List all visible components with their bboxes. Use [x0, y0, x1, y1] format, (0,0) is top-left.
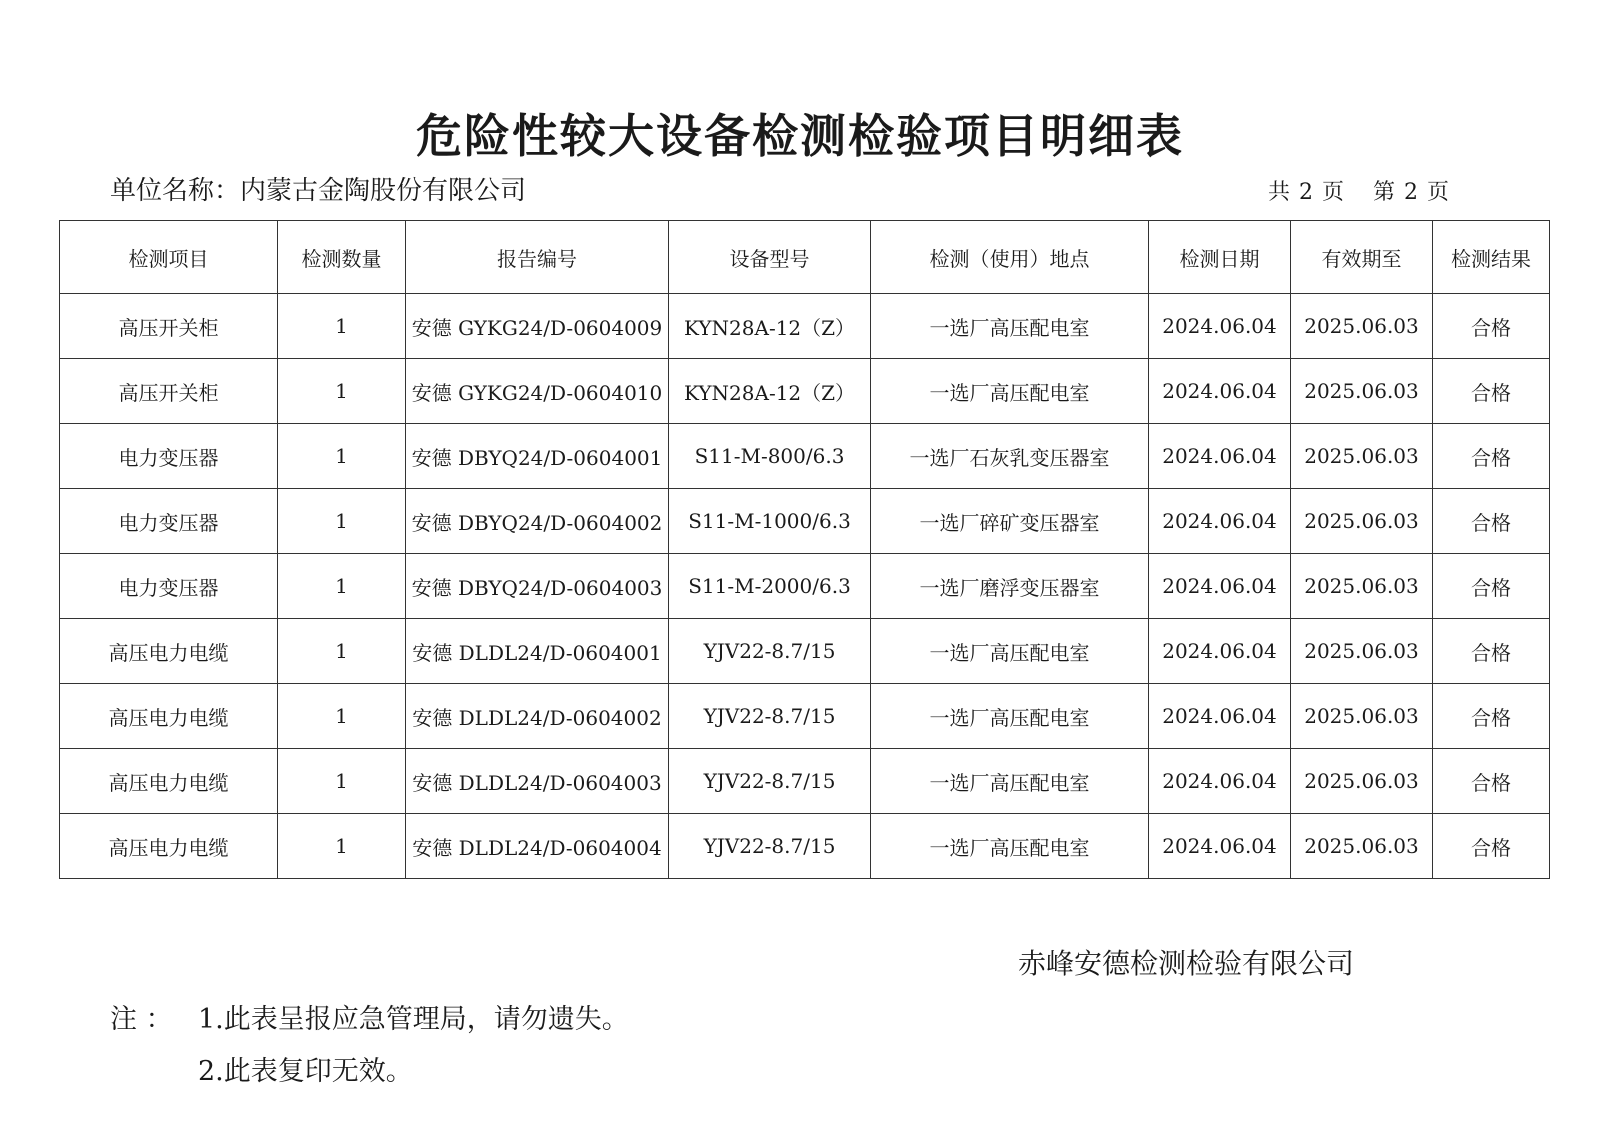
cell-report-number: 安德 DLDL24/D-0604001	[406, 619, 669, 684]
page-total: 共 2 页	[1268, 180, 1346, 205]
header-quantity: 检测数量	[278, 221, 406, 294]
cell-result: 合格	[1433, 749, 1550, 814]
cell-model: KYN28A-12（Z）	[669, 294, 871, 359]
cell-item: 高压电力电缆	[60, 684, 278, 749]
cell-valid-until: 2025.06.03	[1291, 684, 1433, 749]
inspection-table	[59, 220, 1550, 879]
cell-model: S11-M-1000/6.3	[669, 489, 871, 554]
cell-quantity: 1	[278, 749, 406, 814]
table-row	[60, 684, 1550, 749]
cell-location: 一选厂石灰乳变压器室	[871, 424, 1149, 489]
cell-model: YJV22-8.7/15	[669, 749, 871, 814]
cell-report-number: 安德 GYKG24/D-0604009	[406, 294, 669, 359]
cell-inspection-date: 2024.06.04	[1149, 359, 1291, 424]
table-row	[60, 424, 1550, 489]
cell-model: YJV22-8.7/15	[669, 814, 871, 879]
cell-item: 电力变压器	[60, 424, 278, 489]
header-location: 检测（使用）地点	[871, 221, 1149, 294]
cell-report-number: 安德 DLDL24/D-0604003	[406, 749, 669, 814]
header-model: 设备型号	[669, 221, 871, 294]
cell-model: S11-M-2000/6.3	[669, 554, 871, 619]
cell-inspection-date: 2024.06.04	[1149, 554, 1291, 619]
page-current: 第 2 页	[1373, 180, 1450, 205]
cell-result: 合格	[1433, 359, 1550, 424]
cell-report-number: 安德 DBYQ24/D-0604003	[406, 554, 669, 619]
header-valid-until: 有效期至	[1291, 221, 1433, 294]
cell-location: 一选厂高压配电室	[871, 619, 1149, 684]
cell-item: 高压开关柜	[60, 294, 278, 359]
table-row	[60, 619, 1550, 684]
cell-report-number: 安德 DBYQ24/D-0604002	[406, 489, 669, 554]
cell-model: KYN28A-12（Z）	[669, 359, 871, 424]
notes-label: 注 ：	[110, 1004, 173, 1035]
cell-inspection-date: 2024.06.04	[1149, 294, 1291, 359]
cell-model: S11-M-800/6.3	[669, 424, 871, 489]
table-header-row	[60, 221, 1550, 294]
cell-quantity: 1	[278, 619, 406, 684]
cell-inspection-date: 2024.06.04	[1149, 424, 1291, 489]
inspection-company: 赤峰安德检测检验有限公司	[1017, 947, 1354, 980]
cell-valid-until: 2025.06.03	[1291, 359, 1433, 424]
page-indicator	[1268, 175, 1450, 206]
cell-location: 一选厂高压配电室	[871, 814, 1149, 879]
note-row	[110, 1046, 629, 1098]
cell-result: 合格	[1433, 489, 1550, 554]
note-row	[110, 994, 629, 1046]
cell-inspection-date: 2024.06.04	[1149, 684, 1291, 749]
cell-result: 合格	[1433, 814, 1550, 879]
note-item: 2.此表复印无效。	[198, 1056, 413, 1087]
cell-inspection-date: 2024.06.04	[1149, 814, 1291, 879]
cell-valid-until: 2025.06.03	[1291, 814, 1433, 879]
header-item: 检测项目	[60, 221, 278, 294]
cell-inspection-date: 2024.06.04	[1149, 489, 1291, 554]
unit-name: 内蒙古金陶股份有限公司	[240, 176, 527, 206]
cell-result: 合格	[1433, 294, 1550, 359]
header-report-number: 报告编号	[406, 221, 669, 294]
cell-location: 一选厂高压配电室	[871, 294, 1149, 359]
table-row	[60, 554, 1550, 619]
cell-item: 高压电力电缆	[60, 814, 278, 879]
cell-quantity: 1	[278, 359, 406, 424]
notes	[110, 994, 629, 1098]
cell-quantity: 1	[278, 424, 406, 489]
cell-location: 一选厂磨浮变压器室	[871, 554, 1149, 619]
table-row	[60, 359, 1550, 424]
cell-item: 高压电力电缆	[60, 749, 278, 814]
cell-result: 合格	[1433, 424, 1550, 489]
header-inspection-date: 检测日期	[1149, 221, 1291, 294]
cell-model: YJV22-8.7/15	[669, 619, 871, 684]
cell-quantity: 1	[278, 489, 406, 554]
cell-result: 合格	[1433, 554, 1550, 619]
unit-label: 单位名称：	[110, 176, 241, 206]
cell-quantity: 1	[278, 684, 406, 749]
table-body	[60, 294, 1550, 879]
cell-valid-until: 2025.06.03	[1291, 294, 1433, 359]
cell-report-number: 安德 DLDL24/D-0604002	[406, 684, 669, 749]
cell-report-number: 安德 GYKG24/D-0604010	[406, 359, 669, 424]
cell-item: 高压电力电缆	[60, 619, 278, 684]
cell-location: 一选厂碎矿变压器室	[871, 489, 1149, 554]
cell-valid-until: 2025.06.03	[1291, 489, 1433, 554]
header-result: 检测结果	[1433, 221, 1550, 294]
cell-inspection-date: 2024.06.04	[1149, 619, 1291, 684]
cell-valid-until: 2025.06.03	[1291, 619, 1433, 684]
cell-valid-until: 2025.06.03	[1291, 749, 1433, 814]
table-row	[60, 294, 1550, 359]
cell-quantity: 1	[278, 294, 406, 359]
cell-location: 一选厂高压配电室	[871, 684, 1149, 749]
cell-model: YJV22-8.7/15	[669, 684, 871, 749]
cell-inspection-date: 2024.06.04	[1149, 749, 1291, 814]
cell-result: 合格	[1433, 684, 1550, 749]
table-row	[60, 814, 1550, 879]
table-row	[60, 749, 1550, 814]
cell-location: 一选厂高压配电室	[871, 359, 1149, 424]
cell-item: 电力变压器	[60, 489, 278, 554]
table-row	[60, 489, 1550, 554]
unit-line	[110, 170, 526, 207]
cell-result: 合格	[1433, 619, 1550, 684]
note-item: 1.此表呈报应急管理局，请勿遗失。	[198, 1004, 629, 1035]
cell-quantity: 1	[278, 814, 406, 879]
cell-report-number: 安德 DLDL24/D-0604004	[406, 814, 669, 879]
cell-item: 电力变压器	[60, 554, 278, 619]
cell-item: 高压开关柜	[60, 359, 278, 424]
cell-location: 一选厂高压配电室	[871, 749, 1149, 814]
cell-valid-until: 2025.06.03	[1291, 424, 1433, 489]
cell-quantity: 1	[278, 554, 406, 619]
cell-valid-until: 2025.06.03	[1291, 554, 1433, 619]
cell-report-number: 安德 DBYQ24/D-0604001	[406, 424, 669, 489]
document-title: 危险性较大设备检测检验项目明细表	[416, 109, 1184, 163]
